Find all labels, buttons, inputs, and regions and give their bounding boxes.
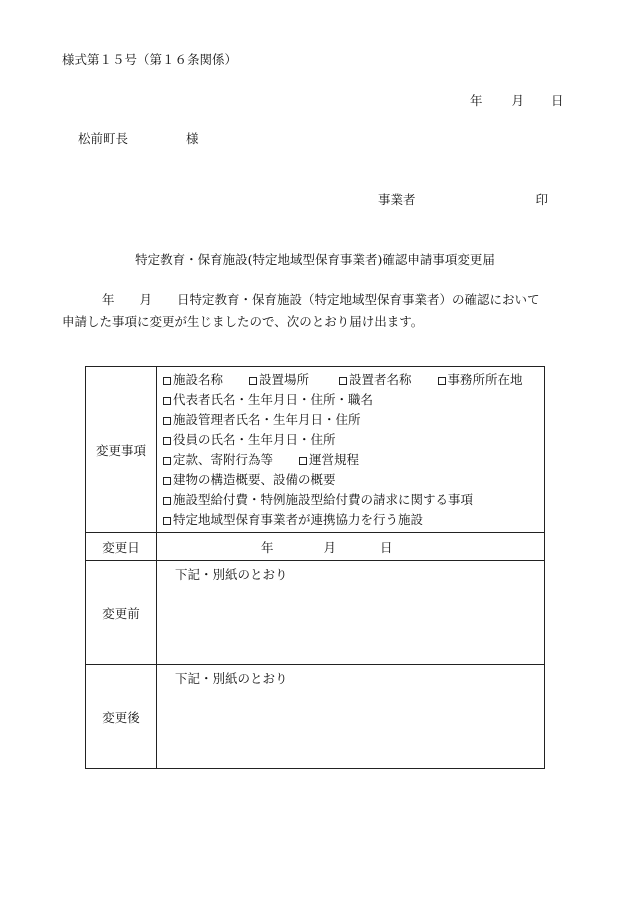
date-month: 月 (511, 93, 525, 108)
checkbox-box[interactable] (163, 397, 171, 405)
change-items-cell (157, 367, 545, 533)
change-items-row (86, 367, 545, 533)
change-date-label: 変更日 (86, 533, 157, 561)
date-day: 日 (551, 93, 564, 108)
change-table (85, 366, 545, 769)
change-date-month: 月 (323, 539, 337, 555)
checkbox-label: 代表者氏名・生年月日・住所・職名 (173, 392, 374, 407)
addressee-honorific: 様 (186, 131, 199, 146)
checkbox-box[interactable] (299, 457, 307, 465)
before-label: 変更前 (86, 561, 157, 665)
checkbox-label: 施設型給付費・特例施設型給付費の請求に関する事項 (173, 492, 474, 507)
checkbox-box[interactable] (249, 377, 257, 385)
checkbox-location[interactable] (249, 370, 309, 390)
body-line-1: 年 月 日特定教育・保育施設（特定地域型保育事業者）の確認において (102, 292, 540, 307)
submission-date (470, 91, 564, 109)
before-field[interactable]: 下記・別紙のとおり (157, 561, 545, 665)
checkbox-building[interactable] (163, 470, 336, 490)
seal-label: 印 (535, 192, 549, 207)
checkbox-label: 特定地域型保育事業者が連携協力を行う施設 (173, 512, 424, 527)
body-text (62, 289, 570, 333)
checkbox-benefits[interactable] (163, 490, 473, 510)
after-field[interactable]: 下記・別紙のとおり (157, 665, 545, 769)
checkbox-box[interactable] (163, 417, 171, 425)
after-row (86, 665, 545, 769)
checkbox-label: 設置場所 (259, 372, 310, 387)
checkbox-founder-name[interactable] (339, 370, 412, 390)
checkbox-label: 設置者名称 (349, 372, 412, 387)
addressee (78, 129, 199, 147)
document-title: 特定教育・保育施設(特定地域型保育事業者)確認申請事項変更届 (135, 252, 495, 267)
change-date-row (86, 533, 545, 561)
checkbox-box[interactable] (163, 437, 171, 445)
checkbox-officers[interactable] (163, 430, 336, 450)
checkbox-box[interactable] (163, 517, 171, 525)
checkbox-representative[interactable] (163, 390, 373, 410)
checkbox-box[interactable] (163, 497, 171, 505)
change-date-year: 年 (261, 539, 274, 555)
checkbox-operating-rules[interactable] (299, 450, 359, 470)
checkbox-box[interactable] (163, 477, 171, 485)
checkbox-facility-name[interactable] (163, 370, 223, 390)
form-number: 様式第１５号（第１６条関係） (62, 52, 238, 67)
checkbox-label: 施設名称 (173, 372, 224, 387)
addressee-name: 松前町長 (78, 131, 129, 146)
after-label: 変更後 (86, 665, 157, 769)
checkbox-box[interactable] (163, 457, 171, 465)
checkbox-facility-manager[interactable] (163, 410, 361, 430)
checkbox-label: 施設管理者氏名・生年月日・住所 (173, 412, 361, 427)
checkbox-label: 運営規程 (309, 452, 360, 467)
applicant-line (378, 190, 548, 208)
checkbox-box[interactable] (163, 377, 171, 385)
checkbox-box[interactable] (438, 377, 446, 385)
checkbox-label: 建物の構造概要、設備の概要 (173, 472, 336, 487)
checkbox-label: 事務所所在地 (447, 372, 523, 387)
checkbox-label: 定款、寄附行為等 (173, 452, 274, 467)
checkbox-box[interactable] (339, 377, 347, 385)
change-date-field[interactable] (157, 533, 545, 561)
checkbox-articles[interactable] (163, 450, 273, 470)
applicant-label: 事業者 (378, 192, 416, 207)
change-items-label: 変更事項 (86, 367, 157, 533)
checkbox-office-address[interactable] (438, 370, 523, 390)
checkbox-label: 役員の氏名・生年月日・住所 (173, 432, 336, 447)
date-year: 年 (470, 93, 483, 108)
body-line-2: 申請した事項に変更が生じましたので、次のとおり届け出ます。 (62, 314, 424, 329)
checkbox-cooperating-facility[interactable] (163, 510, 423, 530)
change-date-day: 日 (380, 539, 393, 555)
before-row (86, 561, 545, 665)
